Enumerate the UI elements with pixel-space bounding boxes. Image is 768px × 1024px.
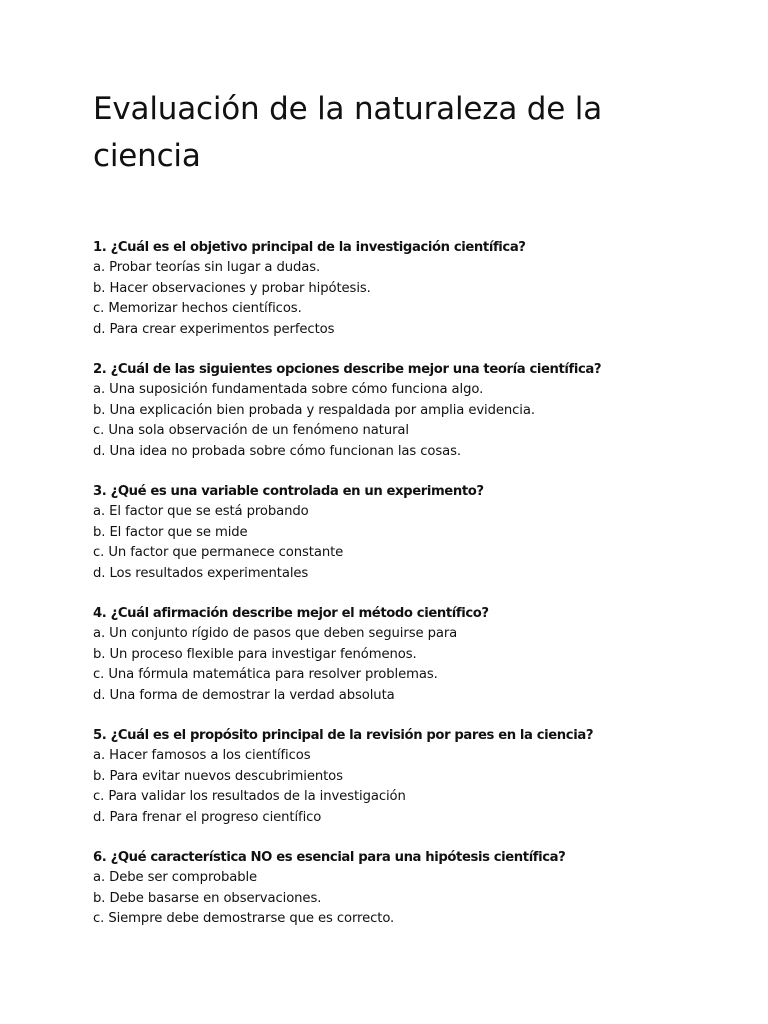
answer-option-b: b. Una explicación bien probada y respaldada por amplia evidencia. [93,402,535,418]
question-text: 1. ¿Cuál es el objetivo principal de la investigación científica? [93,240,526,255]
question-1 [93,237,713,340]
answer-option-c: c. Memorizar hechos científicos. [93,301,302,316]
question-5 [93,725,713,828]
answer-option-d: d. Para crear experimentos perfectos [93,321,335,337]
answer-option-c: c. Una sola observación de un fenómeno natural [93,423,409,438]
answer-option-d: d. Una idea no probada sobre cómo funcionan las cosas. [93,443,461,459]
question-text: 3. ¿Qué es una variable controlada en un experimento? [93,484,484,499]
answer-option-a: a. Un conjunto rígido de pasos que deben seguirse para [93,626,458,641]
page-title-line-2: ciencia [93,138,201,174]
question-3 [93,481,713,584]
page-title [93,86,713,180]
answer-option-a: a. El factor que se está probando [93,504,309,519]
question-text: 4. ¿Cuál afirmación describe mejor el método científico? [93,606,489,621]
answer-option-c: c. Para validar los resultados de la investigación [93,789,406,804]
question-2 [93,359,713,462]
page-title-line-1: Evaluación de la naturaleza de la [93,91,602,127]
question-list [93,237,713,930]
question-text: 2. ¿Cuál de las siguientes opciones describe mejor una teoría científica? [93,362,602,377]
answer-option-a: a. Debe ser comprobable [93,870,258,885]
question-text: 6. ¿Qué característica NO es esencial para una hipótesis científica? [93,850,566,865]
answer-option-d: d. Los resultados experimentales [93,565,309,581]
answer-option-d: d. Para frenar el progreso científico [93,809,322,825]
document-page [93,86,713,949]
answer-option-d: d. Una forma de demostrar la verdad absoluta [93,687,395,703]
answer-option-b: b. Un proceso flexible para investigar fenómenos. [93,646,417,662]
answer-option-a: a. Hacer famosos a los científicos [93,748,311,763]
answer-option-c: c. Un factor que permanece constante [93,545,344,560]
answer-option-c: c. Siempre debe demostrarse que es correcto. [93,911,395,926]
question-6 [93,847,713,930]
answer-option-b: b. Para evitar nuevos descubrimientos [93,768,343,784]
answer-option-b: b. El factor que se mide [93,524,248,540]
question-4 [93,603,713,706]
answer-option-b: b. Hacer observaciones y probar hipótesis. [93,280,371,296]
answer-option-a: a. Probar teorías sin lugar a dudas. [93,260,321,275]
answer-option-c: c. Una fórmula matemática para resolver problemas. [93,667,438,682]
answer-option-b: b. Debe basarse en observaciones. [93,890,322,906]
answer-option-a: a. Una suposición fundamentada sobre cómo funciona algo. [93,382,484,397]
question-text: 5. ¿Cuál es el propósito principal de la revisión por pares en la ciencia? [93,728,594,743]
